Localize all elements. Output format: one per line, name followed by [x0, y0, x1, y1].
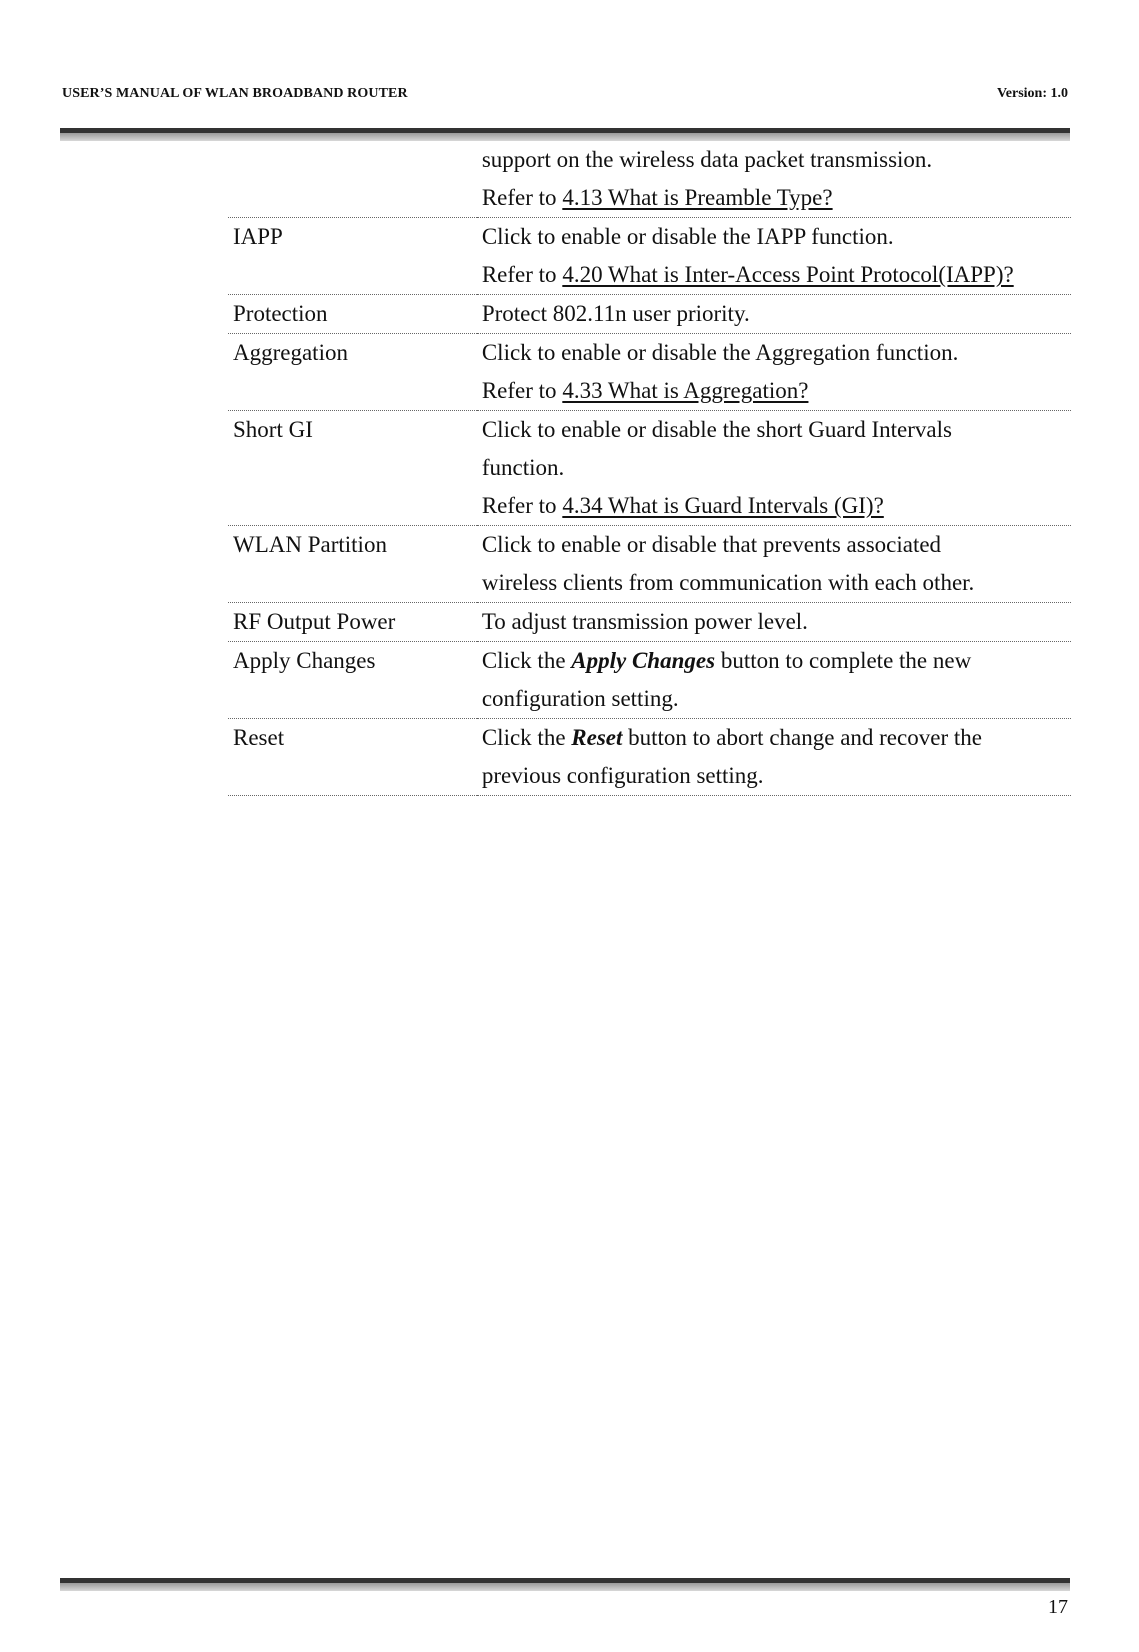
parameter-name: Short GI — [233, 417, 313, 442]
page-number: 17 — [1048, 1596, 1068, 1618]
description-line — [482, 719, 1071, 757]
parameter-name: Reset — [233, 725, 285, 750]
description-line — [482, 487, 1071, 525]
description-line — [482, 642, 1071, 680]
parameter-table — [228, 141, 1071, 796]
table-row — [228, 218, 1071, 295]
description-line: Click to enable or disable that prevents associated — [481, 532, 942, 557]
parameter-name: Aggregation — [233, 340, 348, 365]
parameter-description — [477, 642, 1071, 719]
line-prefix: Refer to — [481, 378, 563, 403]
description-line — [482, 372, 1071, 410]
description-line: Protect 802.11n user priority. — [481, 301, 750, 326]
footer-rule-shadow — [60, 1583, 1070, 1591]
table-row — [228, 526, 1071, 603]
description-line — [482, 179, 1071, 217]
line-prefix: Click the — [481, 725, 572, 750]
description-line: Click to enable or disable the short Guard Intervals — [481, 417, 952, 442]
table-row — [228, 295, 1071, 334]
line-prefix: Refer to — [481, 262, 563, 287]
parameter-description — [477, 603, 1071, 642]
parameter-description — [477, 141, 1071, 218]
header-version: Version: 1.0 — [996, 86, 1068, 101]
description-line: wireless clients from communication with each other. — [481, 570, 975, 595]
parameter-name — [228, 141, 477, 218]
header-rule-shadow — [60, 133, 1070, 141]
description-line: function. — [481, 455, 565, 480]
line-prefix: Refer to — [481, 185, 563, 210]
parameter-description — [477, 218, 1071, 295]
parameter-name: IAPP — [233, 224, 283, 249]
reference-link[interactable]: 4.20 What is Inter-Access Point Protocol(IAPP)? — [562, 262, 1014, 287]
parameter-name: Protection — [233, 301, 328, 326]
description-line: configuration setting. — [481, 686, 679, 711]
parameter-description — [477, 719, 1071, 796]
line-prefix: Click the — [481, 648, 572, 673]
table-row — [228, 334, 1071, 411]
table-row — [228, 141, 1071, 218]
description-line: Click to enable or disable the IAPP function. — [481, 224, 894, 249]
button-name-emphasis: Reset — [571, 725, 623, 750]
line-suffix: button to complete the new — [715, 648, 972, 673]
description-line: To adjust transmission power level. — [481, 609, 808, 634]
parameter-description — [477, 334, 1071, 411]
button-name-emphasis: Apply Changes — [571, 648, 716, 673]
parameter-table-body — [228, 141, 1071, 796]
parameter-name: RF Output Power — [233, 609, 396, 634]
description-line: support on the wireless data packet transmission. — [481, 147, 933, 172]
reference-link[interactable]: 4.13 What is Preamble Type? — [562, 185, 833, 210]
parameter-name: WLAN Partition — [233, 532, 387, 557]
header-title: USER’S MANUAL OF WLAN BROADBAND ROUTER — [62, 86, 408, 101]
line-suffix: button to abort change and recover the — [622, 725, 982, 750]
parameter-description — [477, 295, 1071, 334]
parameter-name: Apply Changes — [233, 648, 376, 673]
description-line: Click to enable or disable the Aggregation function. — [481, 340, 959, 365]
parameter-description — [477, 526, 1071, 603]
table-row — [228, 719, 1071, 796]
description-line — [482, 256, 1071, 294]
reference-link[interactable]: 4.34 What is Guard Intervals (GI)? — [562, 493, 884, 518]
table-row — [228, 411, 1071, 526]
reference-link[interactable]: 4.33 What is Aggregation? — [562, 378, 809, 403]
table-row — [228, 603, 1071, 642]
line-prefix: Refer to — [481, 493, 563, 518]
description-line: previous configuration setting. — [481, 763, 764, 788]
parameter-description — [477, 411, 1071, 526]
table-row — [228, 642, 1071, 719]
